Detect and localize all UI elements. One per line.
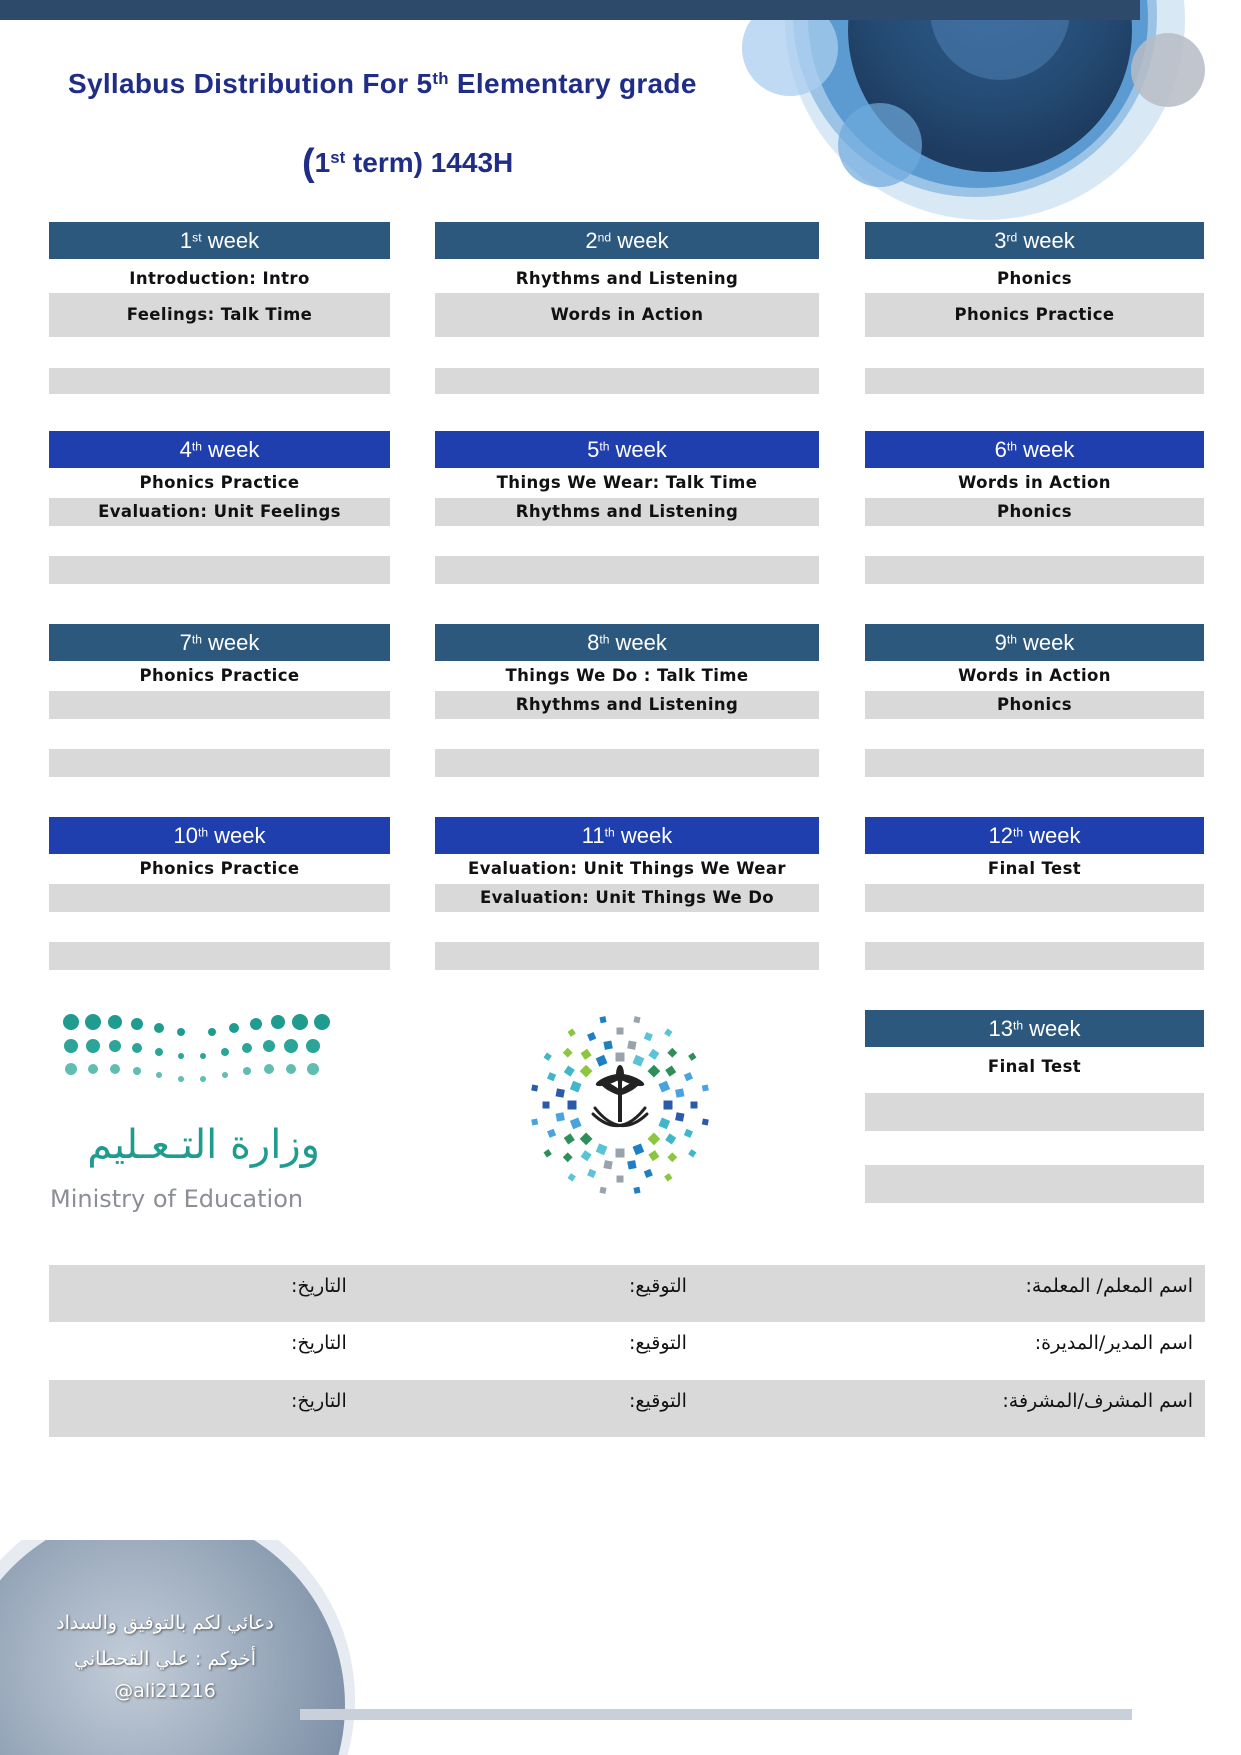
- week-9-lesson-3: [865, 749, 1204, 777]
- date-label: التاريخ:: [291, 1332, 347, 1354]
- moe-dots-icon: [50, 1010, 350, 1120]
- week-1-lesson-2: Feelings: Talk Time: [49, 293, 390, 337]
- week-2-lesson-3: [435, 368, 819, 394]
- week-9-block: [865, 624, 1204, 777]
- week-8-lesson-1: Things We Do : Talk Time: [505, 666, 749, 685]
- week-13-block: [865, 1010, 1204, 1203]
- week-1-block: [49, 222, 390, 394]
- signature-name-label: اسم المشرف/المشرفة:: [1002, 1390, 1193, 1412]
- week-8-lesson-2: Rhythms and Listening: [435, 691, 819, 719]
- week-11-header: 11th week: [435, 817, 819, 854]
- week-4-block: [49, 431, 390, 584]
- week-10-lesson-3: [49, 942, 390, 970]
- footer-handle: @ali21216: [114, 1680, 216, 1702]
- week-10-header: 10th week: [49, 817, 390, 854]
- week-12-header: 12th week: [865, 817, 1204, 854]
- week-6-header: 6th week: [865, 431, 1204, 468]
- date-label: التاريخ:: [291, 1275, 347, 1297]
- week-11-lesson-1: Evaluation: Unit Things We Wear: [468, 859, 786, 878]
- week-6-lesson-1: Words in Action: [958, 473, 1111, 492]
- week-2-block: [435, 222, 819, 394]
- week-13-header: 13th week: [865, 1010, 1204, 1047]
- signature-name-label: اسم المعلم/ المعلمة:: [1025, 1275, 1193, 1297]
- week-5-header: 5th week: [435, 431, 819, 468]
- signature-label: التوقيع:: [629, 1390, 687, 1412]
- signature-name-label: اسم المدير/المديرة:: [1034, 1332, 1193, 1354]
- week-8-block: [435, 624, 819, 777]
- week-11-block: [435, 817, 819, 970]
- week-5-block: [435, 431, 819, 584]
- week-10-lesson-2: [49, 884, 390, 912]
- week-7-lesson-1: Phonics Practice: [139, 666, 300, 685]
- week-6-lesson-3: [865, 556, 1204, 584]
- week-6-lesson-2: Phonics: [865, 498, 1204, 526]
- week-13-lesson-1: Final Test: [987, 1057, 1082, 1076]
- week-7-block: [49, 624, 390, 777]
- week-12-lesson-2: [865, 884, 1204, 912]
- week-1-header: 1st week: [49, 222, 390, 259]
- decorative-circles: [0, 0, 1241, 240]
- signature-label: التوقيع:: [629, 1332, 687, 1354]
- week-3-block: [865, 222, 1204, 394]
- saudi-emblem-icon: [525, 1010, 715, 1200]
- week-11-lesson-3: [435, 942, 819, 970]
- week-5-lesson-2: Rhythms and Listening: [435, 498, 819, 526]
- date-label: التاريخ:: [291, 1390, 347, 1412]
- week-1-lesson-3: [49, 368, 390, 394]
- week-2-lesson-2: Words in Action: [435, 293, 819, 337]
- signature-row: [49, 1380, 1205, 1437]
- week-6-block: [865, 431, 1204, 584]
- week-12-lesson-3: [865, 942, 1204, 970]
- week-10-block: [49, 817, 390, 970]
- footer-thanks: دعائي لكم بالتوفيق والسداد: [56, 1612, 274, 1634]
- week-11-lesson-2: Evaluation: Unit Things We Do: [435, 884, 819, 912]
- week-9-lesson-2: Phonics: [865, 691, 1204, 719]
- week-5-lesson-3: [435, 556, 819, 584]
- week-7-lesson-2: [49, 691, 390, 719]
- week-9-header: 9th week: [865, 624, 1204, 661]
- week-7-header: 7th week: [49, 624, 390, 661]
- moe-english-text: Ministry of Education: [50, 1185, 304, 1213]
- week-13-lesson-2: [865, 1093, 1204, 1131]
- week-5-lesson-1: Things We Wear: Talk Time: [496, 473, 758, 492]
- signature-row: [49, 1265, 1205, 1322]
- week-2-header: 2nd week: [435, 222, 819, 259]
- signature-row: [49, 1322, 1205, 1379]
- week-4-lesson-3: [49, 556, 390, 584]
- week-8-header: 8th week: [435, 624, 819, 661]
- week-4-lesson-2: Evaluation: Unit Feelings: [49, 498, 390, 526]
- week-12-block: [865, 817, 1204, 970]
- week-2-lesson-1: Rhythms and Listening: [515, 269, 739, 288]
- week-3-lesson-1: Phonics: [997, 269, 1072, 288]
- page-title: Syllabus Distribution For 5th Elementary grade: [68, 68, 697, 99]
- week-3-lesson-3: [865, 368, 1204, 394]
- footer-author: أخوكم : علي القحطاني: [74, 1648, 256, 1670]
- page-subtitle: (1st term) 1443H: [302, 142, 514, 184]
- week-4-header: 4th week: [49, 431, 390, 468]
- week-12-lesson-1: Final Test: [987, 859, 1082, 878]
- week-8-lesson-3: [435, 749, 819, 777]
- week-4-lesson-1: Phonics Practice: [139, 473, 300, 492]
- bottom-line: [300, 1709, 1132, 1720]
- week-10-lesson-1: Phonics Practice: [139, 859, 300, 878]
- week-3-header: 3rd week: [865, 222, 1204, 259]
- signature-label: التوقيع:: [629, 1275, 687, 1297]
- ministry-of-education-logo: [50, 1010, 350, 1215]
- moe-arabic-text: وزارة التـعـليم: [87, 1122, 320, 1168]
- week-7-lesson-3: [49, 749, 390, 777]
- week-13-lesson-3: [865, 1165, 1204, 1203]
- week-9-lesson-1: Words in Action: [958, 666, 1111, 685]
- week-1-lesson-1: Introduction: Intro: [129, 269, 310, 288]
- week-3-lesson-2: Phonics Practice: [865, 293, 1204, 337]
